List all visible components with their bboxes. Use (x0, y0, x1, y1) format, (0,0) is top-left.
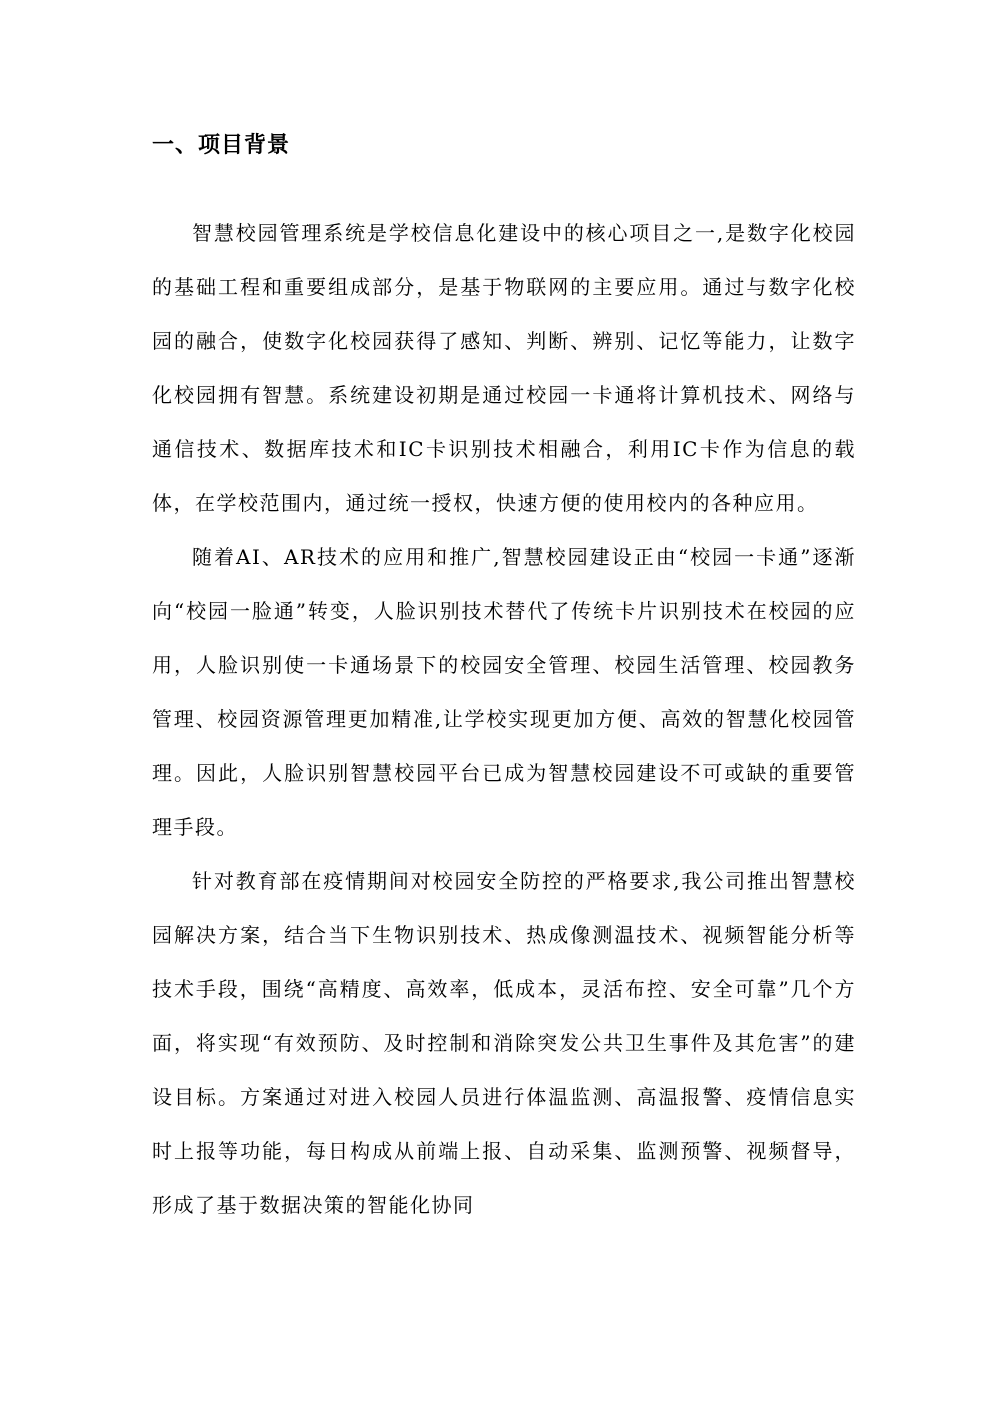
paragraph-3: 针对教育部在疫情期间对校园安全防控的严格要求,我公司推出智慧校园解决方案，结合当下生物识别技术、热成像测温技术、视频智能分析等技术手段，围绕“高精度、高效率，低成本，灵活布控、安全可靠”几个方面，将实现“有效预防、及时控制和消除突发公共卫生事件及其危害”的建设目标。方案通过对进入校园人员进行体温监测、高温报警、疫情信息实时上报等功能，每日构成从前端上报、自动采集、监测预警、视频督导，形成了基于数据决策的智能化协同 (152, 869, 856, 1217)
paragraph-1: 智慧校园管理系统是学校信息化建设中的核心项目之一,是数字化校园的基础工程和重要组成部分，是基于物联网的主要应用。通过与数字化校园的融合，使数字化校园获得了感知、判断、辨别、记忆等能力，让数字化校园拥有智慧。系统建设初期是通过校园一卡通将计算机技术、网络与通信技术、数据库技术和IC卡识别技术相融合，利用IC卡作为信息的载体，在学校范围内，通过统一授权，快速方便的使用校内的各种应用。 (152, 221, 856, 515)
section-body (152, 206, 856, 1232)
paragraph-2: 随着AI、AR技术的应用和推广,智慧校园建设正由“校园一卡通”逐渐向“校园一脸通”转变，人脸识别技术替代了传统卡片识别技术在校园的应用，人脸识别使一卡通场景下的校园安全管理、校园生活管理、校园教务管理、校园资源管理更加精准,让学校实现更加方便、高效的智慧化校园管理。因此，人脸识别智慧校园平台已成为智慧校园建设不可或缺的重要管理手段。 (152, 545, 856, 839)
section-heading: 一、项目背景 (152, 133, 291, 158)
